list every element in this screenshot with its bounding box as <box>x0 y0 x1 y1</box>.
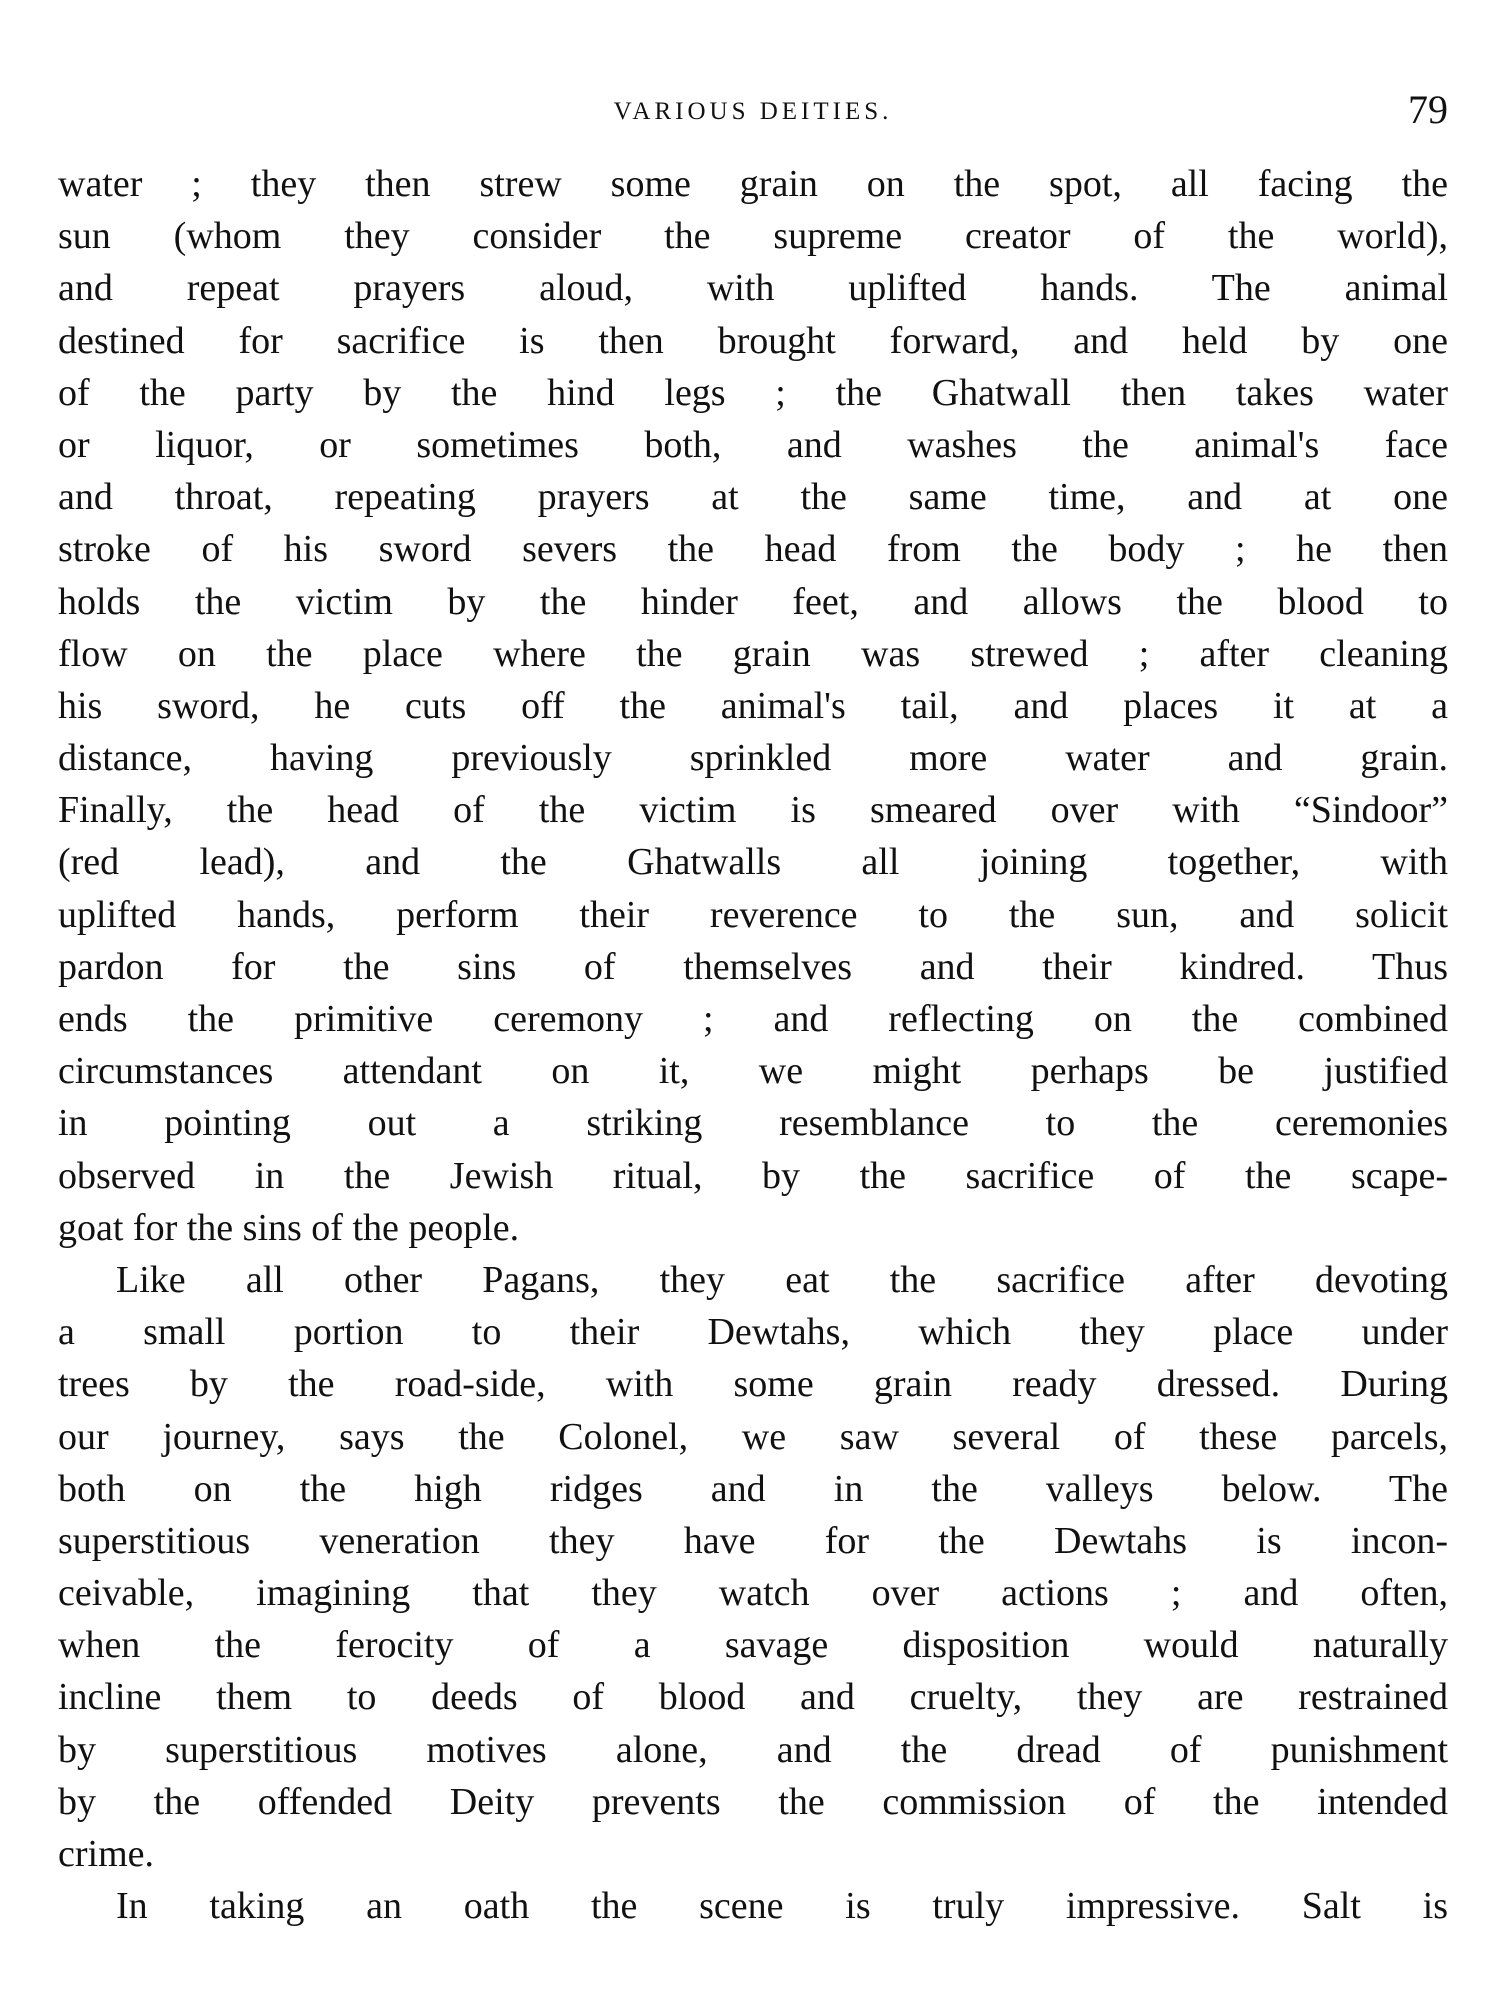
text-line: (red lead), and the Ghatwalls all joining together, with <box>58 841 1448 884</box>
text-line: and throat, repeating prayers at the same time, and at one <box>58 476 1448 519</box>
text-line: in pointing out a striking resemblance to the ceremonies <box>58 1102 1448 1145</box>
text-line: ceivable, imagining that they watch over actions ; and often, <box>58 1572 1448 1615</box>
text-line: a small portion to their Dewtahs, which they place under <box>58 1311 1448 1354</box>
text-line: or liquor, or sometimes both, and washes the animal's face <box>58 423 1448 466</box>
running-head <box>58 87 1448 132</box>
text-line: incline them to deeds of blood and cruelty, they are restrained <box>58 1676 1448 1719</box>
page-number: 79 <box>1408 87 1448 132</box>
text-line: circumstances attendant on it, we might perhaps be justified <box>58 1050 1448 1093</box>
text-line: uplifted hands, perform their reverence to the sun, and solicit <box>58 893 1448 936</box>
text-line: ends the primitive ceremony ; and reflecting on the combined <box>58 998 1448 1040</box>
text-line: pardon for the sins of themselves and their kindred. Thus <box>58 945 1448 988</box>
text-line: both on the high ridges and in the valleys below. The <box>58 1467 1448 1510</box>
text-line: distance, having previously sprinkled more water and grain. <box>58 737 1448 780</box>
text-line: goat for the sins of the people. <box>58 1206 520 1249</box>
text-line: In taking an oath the scene is truly impressive. Salt is <box>116 1885 1448 1928</box>
running-title: VARIOUS DEITIES. <box>613 98 893 125</box>
text-line: sun (whom they consider the supreme creator of the world), <box>58 215 1448 258</box>
text-line: his sword, he cuts off the animal's tail, and places it at a <box>58 684 1448 727</box>
text-line: Finally, the head of the victim is smeared over with “Sindoor” <box>58 789 1448 832</box>
text-line: by superstitious motives alone, and the dread of punishment <box>58 1728 1448 1771</box>
text-line: flow on the place where the grain was strewed ; after cleaning <box>58 632 1448 675</box>
text-line: when the ferocity of a savage disposition would naturally <box>58 1624 1448 1667</box>
text-line: stroke of his sword severs the head from the body ; he then <box>58 528 1448 571</box>
text-line: observed in the Jewish ritual, by the sacrifice of the scape- <box>58 1154 1448 1197</box>
text-line: water ; they then strew some grain on the spot, all facing the <box>58 163 1448 205</box>
body-text <box>58 158 1448 1932</box>
text-line: by the offended Deity prevents the commission of the intended <box>58 1780 1448 1823</box>
text-line: Like all other Pagans, they eat the sacrifice after devoting <box>116 1258 1448 1301</box>
text-line: trees by the road-side, with some grain ready dressed. During <box>58 1363 1448 1406</box>
text-line: holds the victim by the hinder feet, and allows the blood to <box>58 580 1448 623</box>
text-line: destined for sacrifice is then brought forward, and held by one <box>58 319 1448 362</box>
text-line: our journey, says the Colonel, we saw several of these parcels, <box>58 1415 1448 1458</box>
text-line: and repeat prayers aloud, with uplifted hands. The animal <box>58 267 1448 310</box>
text-line: crime. <box>58 1833 155 1875</box>
text-line: of the party by the hind legs ; the Ghatwall then takes water <box>58 371 1448 414</box>
text-line: superstitious veneration they have for the Dewtahs is incon- <box>58 1519 1448 1562</box>
